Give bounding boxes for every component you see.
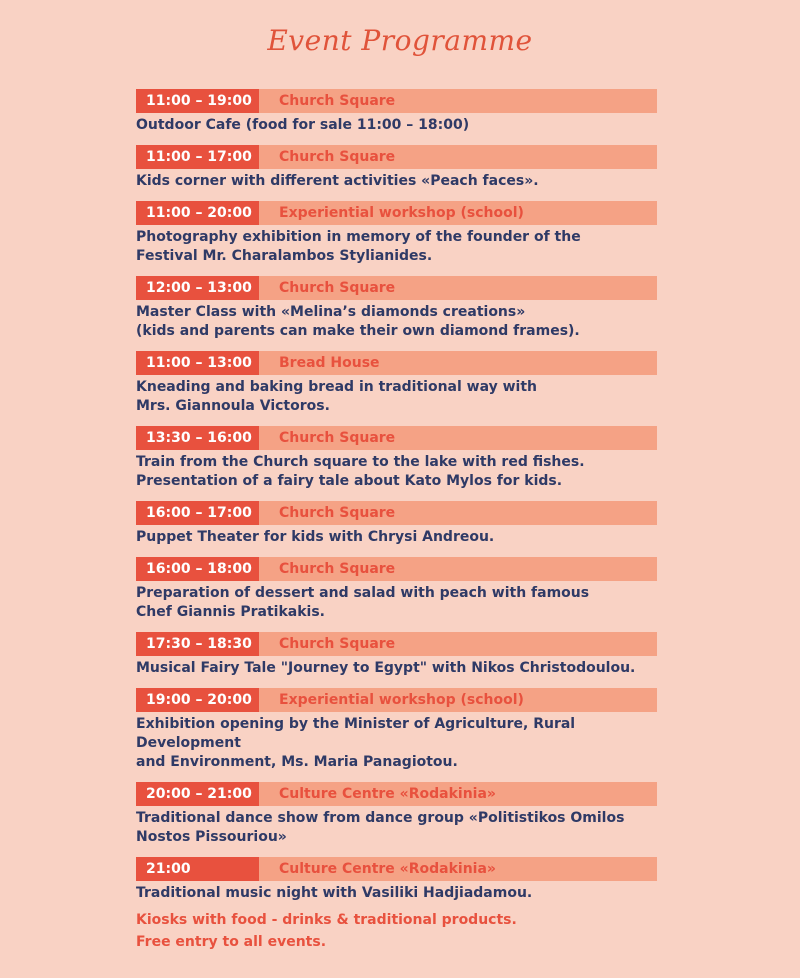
event-venue: Experiential workshop (school) — [279, 692, 524, 708]
event-header-bar — [136, 782, 657, 806]
event-time: 12:00 – 13:00 — [136, 276, 259, 300]
page-title: Event Programme — [267, 24, 533, 57]
event-entry — [136, 145, 676, 191]
event-header-bar — [136, 201, 657, 225]
event-venue: Bread House — [279, 355, 380, 371]
event-venue: Church Square — [279, 93, 396, 109]
event-header-bar — [136, 426, 657, 450]
event-venue: Church Square — [279, 430, 396, 446]
event-description: Kids corner with different activities «Peach faces». — [136, 173, 539, 189]
event-entry — [136, 201, 676, 266]
event-venue: Culture Centre «Rodakinia» — [279, 786, 496, 802]
event-time: 20:00 – 21:00 — [136, 782, 259, 806]
event-venue: Experiential workshop (school) — [279, 205, 524, 221]
event-entry — [136, 632, 676, 678]
event-header-bar — [136, 501, 657, 525]
event-time: 11:00 – 19:00 — [136, 89, 259, 113]
event-entry — [136, 351, 676, 416]
footer-free-entry-note: Free entry to all events. — [136, 934, 327, 950]
event-venue: Church Square — [279, 149, 396, 165]
event-description: Kneading and baking bread in traditional way with Mrs. Giannoula Victoros. — [136, 379, 537, 414]
event-entry — [136, 782, 676, 847]
event-description: Photography exhibition in memory of the founder of the Festival Mr. Charalambos Stylianides. — [136, 229, 581, 264]
event-venue: Culture Centre «Rodakinia» — [279, 861, 496, 877]
event-time: 11:00 – 17:00 — [136, 145, 259, 169]
event-programme-list — [136, 89, 676, 913]
event-description: Master Class with «Melina’s diamonds creations» (kids and parents can make their own diamond frames). — [136, 304, 580, 339]
footer-notes — [136, 909, 517, 953]
footer-kiosks-note: Kiosks with food - drinks & traditional products. — [136, 912, 517, 928]
event-description: Exhibition opening by the Minister of Agriculture, Rural Development and Environment, Ms. Maria Panagiotou. — [136, 716, 576, 770]
event-venue: Church Square — [279, 280, 396, 296]
event-time: 17:30 – 18:30 — [136, 632, 259, 656]
event-header-bar — [136, 688, 657, 712]
event-description: Musical Fairy Tale "Journey to Egypt" with Nikos Christodoulou. — [136, 660, 636, 676]
event-venue: Church Square — [279, 636, 396, 652]
event-entry — [136, 857, 676, 903]
event-entry — [136, 426, 676, 491]
event-time: 16:00 – 18:00 — [136, 557, 259, 581]
event-header-bar — [136, 857, 657, 881]
event-entry — [136, 276, 676, 341]
event-venue: Church Square — [279, 505, 396, 521]
event-description: Puppet Theater for kids with Chrysi Andreou. — [136, 529, 495, 545]
event-header-bar — [136, 89, 657, 113]
event-time: 21:00 — [136, 857, 259, 881]
event-entry — [136, 557, 676, 622]
event-header-bar — [136, 145, 657, 169]
event-header-bar — [136, 276, 657, 300]
event-time: 13:30 – 16:00 — [136, 426, 259, 450]
event-entry — [136, 501, 676, 547]
event-description: Traditional dance show from dance group «Politistikos Omilos Nostos Pissouriou» — [136, 810, 625, 845]
event-header-bar — [136, 557, 657, 581]
event-description: Preparation of dessert and salad with peach with famous Chef Giannis Pratikakis. — [136, 585, 590, 620]
event-description: Outdoor Cafe (food for sale 11:00 – 18:00) — [136, 117, 470, 133]
event-header-bar — [136, 351, 657, 375]
event-time: 16:00 – 17:00 — [136, 501, 259, 525]
event-time: 19:00 – 20:00 — [136, 688, 259, 712]
event-description: Train from the Church square to the lake with red fishes. Presentation of a fairy tale about Kato Mylos for kids. — [136, 454, 585, 489]
event-time: 11:00 – 13:00 — [136, 351, 259, 375]
event-entry — [136, 688, 676, 772]
event-header-bar — [136, 632, 657, 656]
event-venue: Church Square — [279, 561, 396, 577]
event-entry — [136, 89, 676, 135]
event-description: Traditional music night with Vasiliki Hadjiadamou. — [136, 885, 533, 901]
event-time: 11:00 – 20:00 — [136, 201, 259, 225]
